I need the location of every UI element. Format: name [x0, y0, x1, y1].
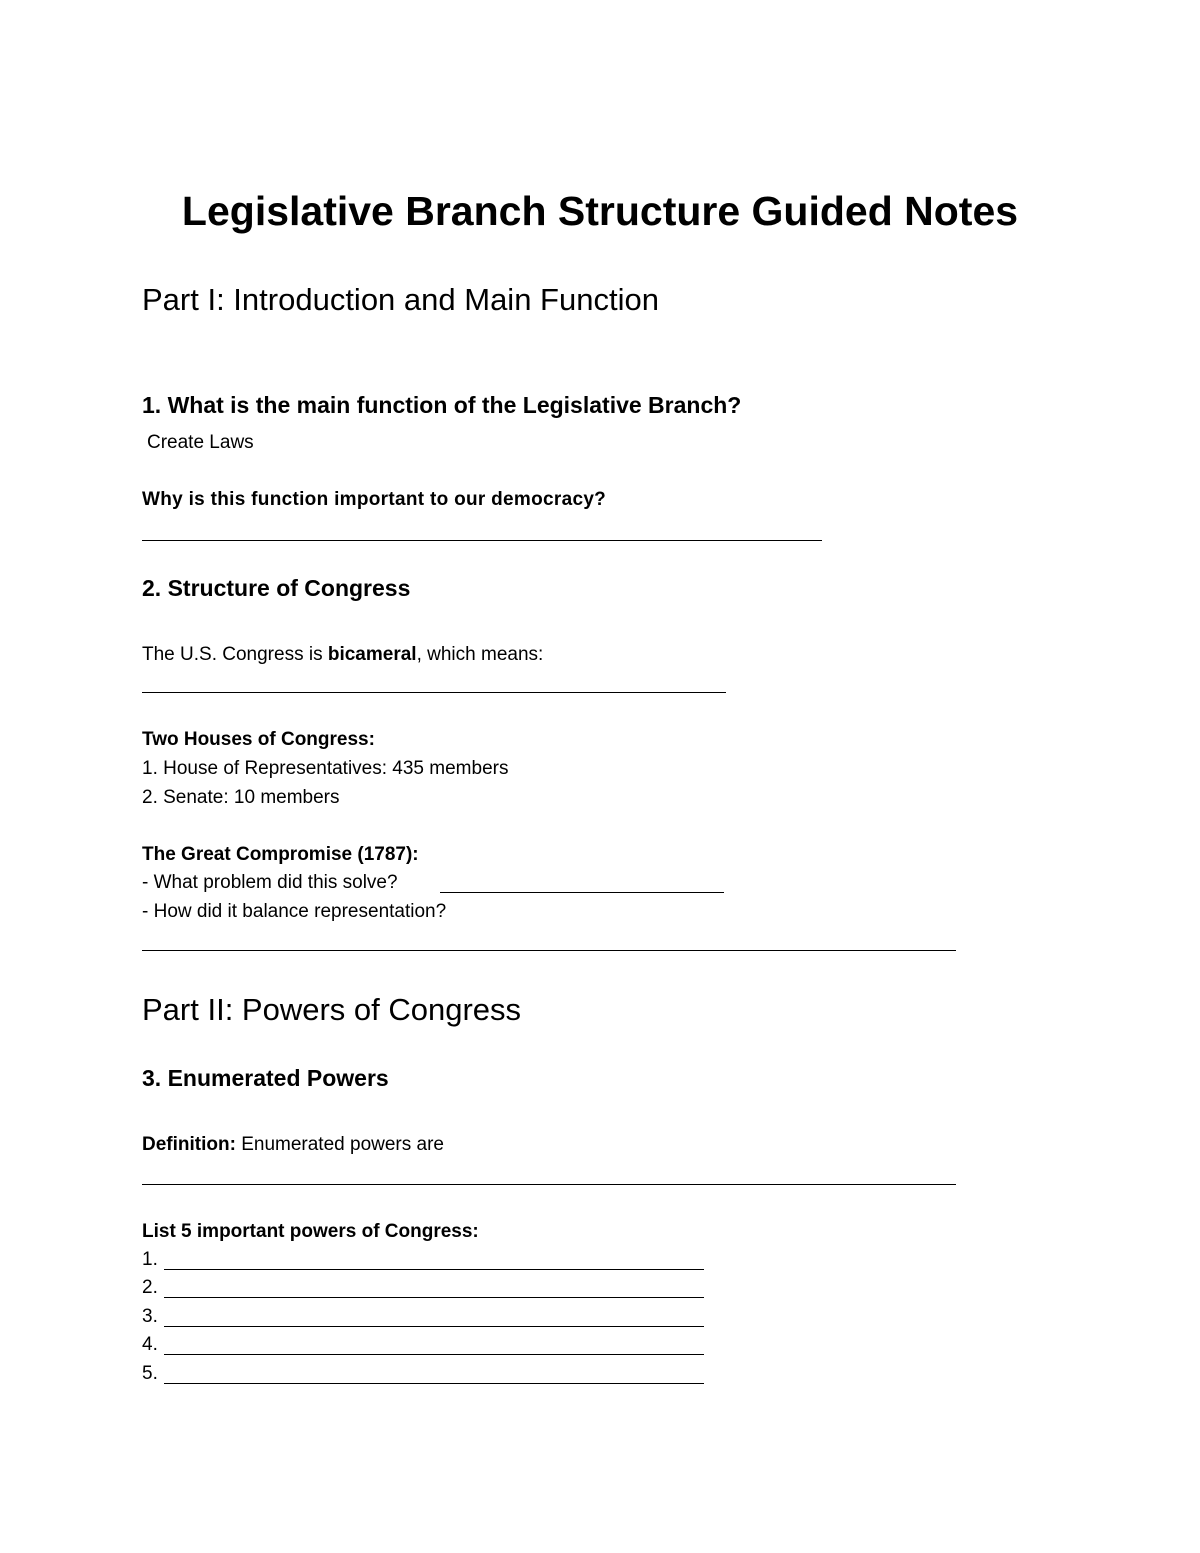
part2-heading: Part II: Powers of Congress — [142, 992, 522, 1027]
houses-label: Two Houses of Congress: — [142, 729, 375, 750]
answer-line-bicameral[interactable] — [142, 692, 726, 693]
question-3-heading: 3. Enumerated Powers — [142, 1065, 389, 1091]
definition-label: Definition: — [142, 1134, 236, 1155]
answer-line-power-2[interactable] — [164, 1297, 704, 1298]
part1-heading: Part I: Introduction and Main Function — [142, 282, 659, 317]
page-title: Legislative Branch Structure Guided Notes — [181, 188, 1019, 234]
powers-list-label: List 5 important powers of Congress: — [142, 1221, 479, 1242]
answer-line-definition[interactable] — [142, 1184, 956, 1185]
bicameral-sentence — [142, 644, 543, 666]
definition-text: Enumerated powers are — [235, 1134, 444, 1155]
bicameral-term: bicameral — [327, 644, 417, 665]
answer-line-problem[interactable] — [440, 892, 724, 893]
power-item-3-number: 3. — [142, 1306, 158, 1327]
bicameral-suffix: , which means: — [416, 644, 544, 665]
followup-question: Why is this function important to our democracy? — [142, 489, 607, 510]
answer-line-importance[interactable] — [142, 540, 822, 541]
power-item-2-number: 2. — [142, 1277, 158, 1298]
compromise-question-2: - How did it balance representation? — [142, 901, 447, 922]
house-item-2: 2. Senate: 10 members — [142, 787, 340, 808]
definition-sentence — [142, 1134, 444, 1156]
power-item-1-number: 1. — [142, 1249, 158, 1270]
power-item-5-number: 5. — [142, 1363, 158, 1384]
power-item-4-number: 4. — [142, 1334, 158, 1355]
house-item-1: 1. House of Representatives: 435 members — [142, 758, 509, 779]
answer-line-power-4[interactable] — [164, 1354, 704, 1355]
answer-1: Create Laws — [147, 432, 254, 453]
answer-line-power-3[interactable] — [164, 1326, 704, 1327]
answer-line-power-5[interactable] — [164, 1383, 704, 1384]
compromise-question-1-text: - What problem did this solve? — [142, 872, 398, 893]
compromise-label: The Great Compromise (1787): — [142, 844, 419, 865]
compromise-question-1 — [142, 872, 398, 894]
answer-line-balance[interactable] — [142, 950, 956, 951]
answer-line-power-1[interactable] — [164, 1269, 704, 1270]
question-1: 1. What is the main function of the Legislative Branch? — [142, 392, 742, 418]
bicameral-prefix: The U.S. Congress is — [142, 644, 328, 665]
question-2-heading: 2. Structure of Congress — [142, 575, 411, 601]
